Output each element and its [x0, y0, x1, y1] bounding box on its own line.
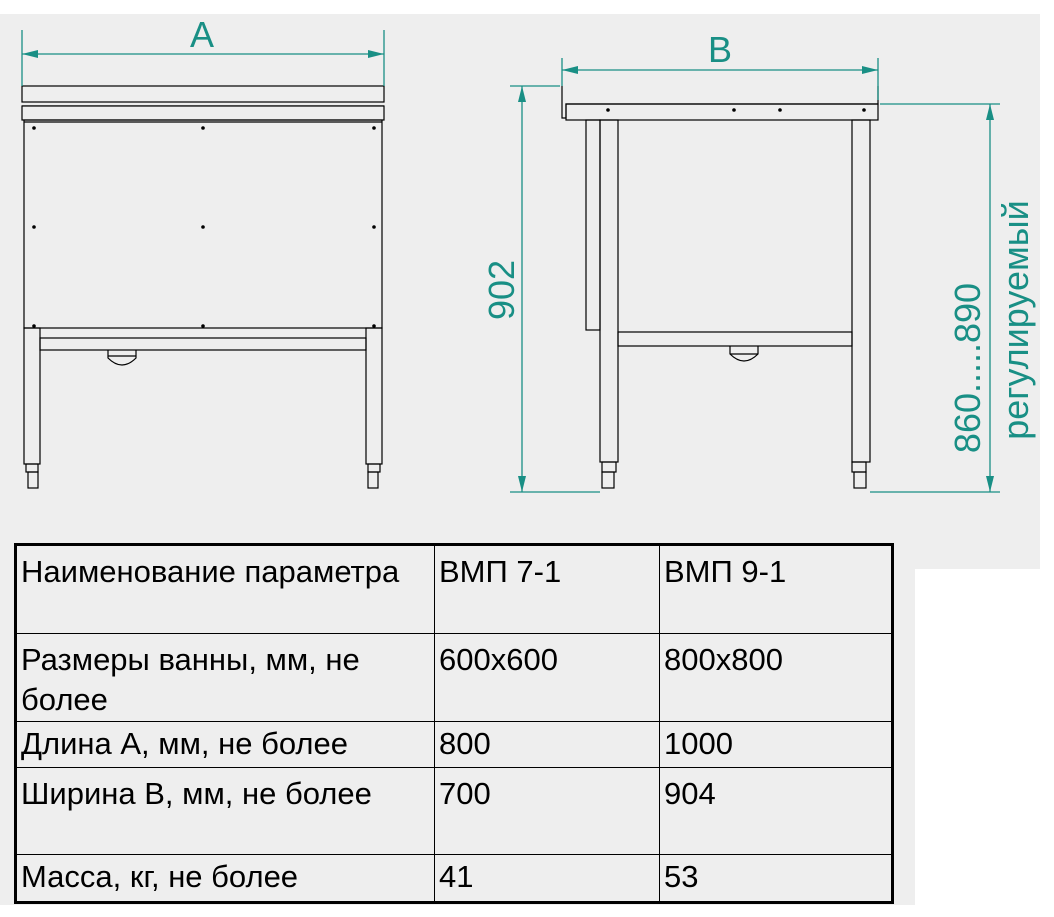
dimension-adjustable-note: регулируемый: [995, 200, 1036, 440]
front-view: [22, 86, 384, 488]
table-cell: 904: [660, 768, 893, 855]
table-header-row: [16, 545, 893, 634]
dimension-adjustable-range: 860.....890: [947, 282, 988, 454]
front-view-panel: [24, 120, 382, 328]
specification-table: [14, 543, 894, 904]
side-view: [562, 86, 878, 488]
side-view-panel-edge: [586, 120, 600, 330]
table-header-cell: Наименование параметра: [16, 545, 435, 634]
side-view-crossbar: [618, 332, 852, 346]
front-view-leg-left: [24, 328, 40, 464]
table-row: [16, 722, 893, 768]
dimension-a-label: A: [189, 14, 215, 55]
table-row: [16, 634, 893, 722]
table-cell: Длина А, мм, не более: [16, 722, 435, 768]
table-header-cell: ВМП 9-1: [660, 545, 893, 634]
front-view-screws: [32, 126, 376, 328]
table-cell: Ширина В, мм, не более: [16, 768, 435, 855]
side-view-lip: [562, 86, 878, 118]
front-view-drain: [108, 350, 136, 365]
table-header-cell: ВМП 7-1: [435, 545, 660, 634]
table-cell: 600х600: [435, 634, 660, 722]
table-cell: 800: [435, 722, 660, 768]
side-view-leg-left: [600, 120, 618, 462]
table-cell: Масса, кг, не более: [16, 855, 435, 903]
table-cell: Размеры ванны, мм, не более: [16, 634, 435, 722]
table-cell: 800х800: [660, 634, 893, 722]
front-view-tabletop: [22, 86, 384, 102]
dimension-height-label: 902: [481, 259, 522, 321]
front-view-crossbar: [40, 338, 366, 350]
table-row: [16, 855, 893, 903]
table-cell: 53: [660, 855, 893, 903]
side-view-leg-right: [852, 120, 870, 462]
front-view-leg-right: [366, 328, 382, 464]
table-cell: 700: [435, 768, 660, 855]
dimension-b-label: B: [707, 29, 733, 70]
table-cell: 1000: [660, 722, 893, 768]
table-cell: 41: [435, 855, 660, 903]
table-row: [16, 768, 893, 855]
side-view-top-frame: [566, 104, 878, 120]
